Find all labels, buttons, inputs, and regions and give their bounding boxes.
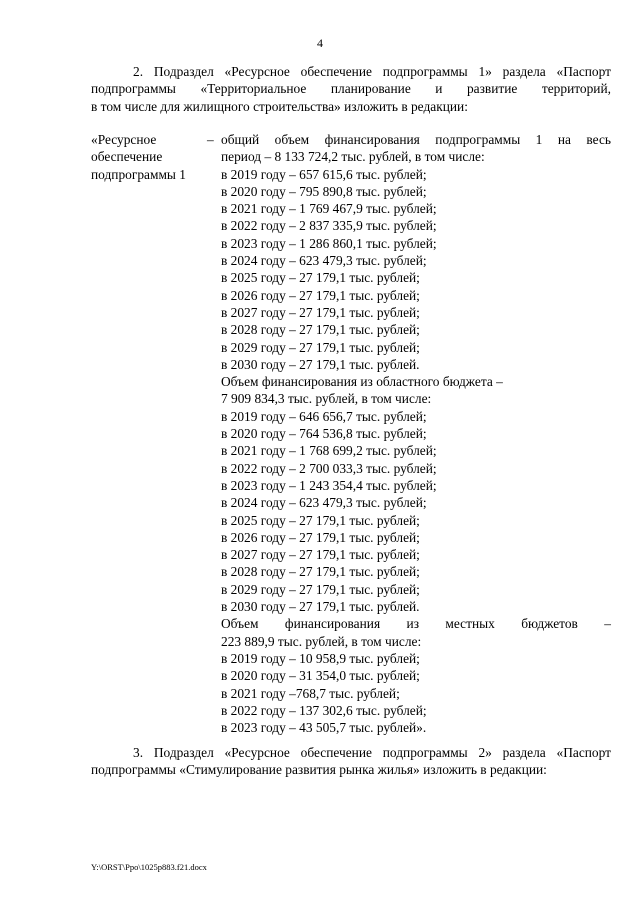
section-3-line: 3. Подраздел «Ресурсное обеспечение подпрограммы 2» раздела «Паспорт xyxy=(133,745,611,760)
regional-year-line: в 2029 году – 27 179,1 тыс. рублей; xyxy=(221,581,420,597)
regional-year-line: в 2023 году – 1 243 354,4 тыс. рублей; xyxy=(221,477,437,493)
resource-dash: – xyxy=(207,132,214,147)
local-year-line: в 2023 году – 43 505,7 тыс. рублей». xyxy=(221,720,427,736)
local-year-line: в 2020 году – 31 354,0 тыс. рублей; xyxy=(221,668,420,684)
regional-year-line: в 2021 году – 1 768 699,2 тыс. рублей; xyxy=(221,443,437,459)
resource-label-line: обеспечение xyxy=(91,149,163,165)
section-2-paragraph xyxy=(91,63,611,115)
regional-year-line: в 2020 году – 764 536,8 тыс. рублей; xyxy=(221,426,427,442)
page-number: 4 xyxy=(317,36,323,50)
section-3-paragraph xyxy=(91,744,611,779)
regional-financing-line: 7 909 834,3 тыс. рублей, в том числе: xyxy=(221,391,432,407)
local-year-line: в 2022 году – 137 302,6 тыс. рублей; xyxy=(221,702,427,718)
regional-year-line: в 2019 году – 646 656,7 тыс. рублей; xyxy=(221,408,427,424)
section-2-line: 2. Подраздел «Ресурсное обеспечение подпрограммы 1» раздела «Паспорт xyxy=(133,64,611,79)
section-3-line: подпрограммы «Стимулирование развития рынка жилья» изложить в редакции: xyxy=(91,762,547,778)
regional-year-line: в 2025 году – 27 179,1 тыс. рублей; xyxy=(221,512,420,528)
resource-label-line: подпрограммы 1 xyxy=(91,166,186,182)
regional-year-line: в 2024 году – 623 479,3 тыс. рублей; xyxy=(221,495,427,511)
total-year-line: в 2028 году – 27 179,1 тыс. рублей; xyxy=(221,322,420,338)
total-year-line: в 2022 году – 2 837 335,9 тыс. рублей; xyxy=(221,218,437,234)
local-year-line: в 2019 году – 10 958,9 тыс. рублей; xyxy=(221,650,420,666)
section-2-line: подпрограммы «Территориальное планирование и развитие территорий, xyxy=(91,81,611,97)
total-year-line: в 2019 году – 657 615,6 тыс. рублей; xyxy=(221,166,427,182)
total-year-line: в 2030 году – 27 179,1 тыс. рублей. xyxy=(221,356,420,372)
resource-body xyxy=(221,131,611,736)
regional-financing-line: Объем финансирования из областного бюджета – xyxy=(221,374,503,390)
regional-year-line: в 2028 году – 27 179,1 тыс. рублей; xyxy=(221,564,420,580)
regional-year-line: в 2022 году – 2 700 033,3 тыс. рублей; xyxy=(221,460,437,476)
total-year-line: в 2029 году – 27 179,1 тыс. рублей; xyxy=(221,339,420,355)
regional-year-line: в 2030 году – 27 179,1 тыс. рублей. xyxy=(221,599,420,615)
local-financing-line: Объем финансирования из местных бюджетов – xyxy=(221,616,611,632)
total-year-line: в 2021 году – 1 769 467,9 тыс. рублей; xyxy=(221,201,437,217)
total-financing-line: период – 8 133 724,2 тыс. рублей, в том числе: xyxy=(221,149,485,165)
regional-year-line: в 2026 году – 27 179,1 тыс. рублей; xyxy=(221,529,420,545)
resource-label-line: «Ресурсное xyxy=(91,132,157,147)
footer-file-path: Y:\ORST\Ppo\1025p883.f21.docx xyxy=(91,862,207,872)
local-financing-line: 223 889,9 тыс. рублей, в том числе: xyxy=(221,633,422,649)
section-2-line: в том числе для жилищного строительства» изложить в редакции: xyxy=(91,98,468,114)
total-financing-line: общий объем финансирования подпрограммы 1 на весь xyxy=(221,132,611,147)
total-year-line: в 2020 году – 795 890,8 тыс. рублей; xyxy=(221,183,427,199)
total-year-line: в 2023 году – 1 286 860,1 тыс. рублей; xyxy=(221,235,437,251)
regional-year-line: в 2027 году – 27 179,1 тыс. рублей; xyxy=(221,547,420,563)
total-year-line: в 2025 году – 27 179,1 тыс. рублей; xyxy=(221,270,420,286)
total-year-line: в 2027 году – 27 179,1 тыс. рублей; xyxy=(221,304,420,320)
total-year-line: в 2026 году – 27 179,1 тыс. рублей; xyxy=(221,287,420,303)
total-year-line: в 2024 году – 623 479,3 тыс. рублей; xyxy=(221,253,427,269)
resource-label xyxy=(91,131,211,183)
local-year-line: в 2021 году –768,7 тыс. рублей; xyxy=(221,685,400,701)
